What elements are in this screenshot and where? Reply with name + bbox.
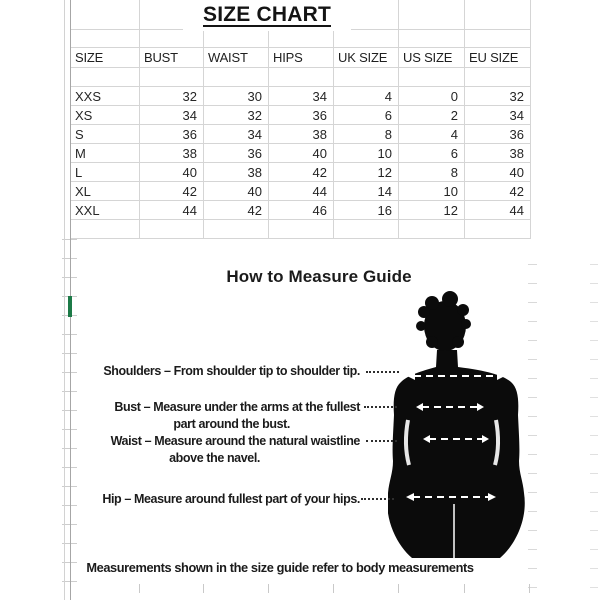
instruction-line: Shoulders – From shoulder tip to shoulder tip. [103,364,360,378]
table-header-row [71,48,531,68]
size-label-cell: XL [71,182,140,201]
dotted-leader [366,371,399,373]
value-cell: 16 [334,201,399,220]
measure-instruction [102,491,360,508]
column-header: WAIST [204,48,269,68]
guide-footer-note: Measurements shown in the size guide refer to body measurements [86,560,474,575]
measure-instruction [103,363,360,380]
size-label-cell: XS [71,106,140,125]
value-cell: 40 [465,163,531,182]
spacer-row [71,220,531,239]
value-cell: 42 [269,163,334,182]
value-cell: 0 [399,87,465,106]
value-cell: 6 [399,144,465,163]
size-label-cell: L [71,163,140,182]
empty-cell [269,30,334,48]
column-header: HIPS [269,48,334,68]
value-cell: 42 [465,182,531,201]
empty-cell [140,68,204,87]
value-cell: 12 [334,163,399,182]
instruction-line: Bust – Measure under the arms at the fullest [114,400,360,414]
value-cell: 4 [334,87,399,106]
size-label-cell: M [71,144,140,163]
empty-cell [465,68,531,87]
value-cell: 12 [399,201,465,220]
instruction-line: part around the bust. [173,416,290,431]
column-header: UK SIZE [334,48,399,68]
instruction-line: above the navel. [169,450,260,465]
size-label-cell: XXS [71,87,140,106]
empty-cell [334,68,399,87]
column-gridline-tick [529,584,530,593]
value-cell: 44 [269,182,334,201]
empty-cell [269,220,334,239]
value-cell: 4 [399,125,465,144]
table-row [71,125,531,144]
table-row [71,87,531,106]
table-row [71,144,531,163]
value-cell: 34 [465,106,531,125]
column-header: EU SIZE [465,48,531,68]
value-cell: 36 [204,144,269,163]
instruction-line: Hip – Measure around fullest part of your hips. [102,492,360,506]
value-cell: 40 [140,163,204,182]
column-header: BUST [140,48,204,68]
value-cell: 10 [334,144,399,163]
guide-heading: How to Measure Guide [226,267,412,286]
value-cell: 38 [269,125,334,144]
empty-cell [204,220,269,239]
value-cell: 14 [334,182,399,201]
size-label-cell: XXL [71,201,140,220]
value-cell: 32 [204,106,269,125]
column-header: SIZE [71,48,140,68]
value-cell: 46 [269,201,334,220]
spacer-row [71,68,531,87]
dotted-leader [364,406,397,408]
empty-cell [465,30,531,48]
empty-cell [71,220,140,239]
value-cell: 36 [465,125,531,144]
empty-cell [71,30,140,48]
value-cell: 2 [399,106,465,125]
value-cell: 40 [204,182,269,201]
empty-cell [399,30,465,48]
value-cell: 32 [465,87,531,106]
table-row [71,201,531,220]
table-row [71,163,531,182]
value-cell: 38 [140,144,204,163]
column-header: US SIZE [399,48,465,68]
empty-cell [399,220,465,239]
spacer-row [71,30,531,48]
empty-cell [140,220,204,239]
value-cell: 8 [334,125,399,144]
column-gridline-tick [464,584,465,593]
column-gridline-tick [333,584,334,593]
value-cell: 8 [399,163,465,182]
value-cell: 30 [204,87,269,106]
column-gridline-tick [268,584,269,593]
empty-cell [204,30,269,48]
value-cell: 42 [204,201,269,220]
value-cell: 40 [269,144,334,163]
measure-instruction [114,399,360,432]
value-cell: 34 [204,125,269,144]
empty-cell [71,0,140,30]
selected-cell-indicator [68,296,72,317]
sheet-edge-line [64,0,65,600]
value-cell: 44 [465,201,531,220]
value-cell: 36 [269,106,334,125]
empty-cell [465,220,531,239]
value-cell: 38 [465,144,531,163]
value-cell: 44 [140,201,204,220]
value-cell: 42 [140,182,204,201]
size-label-cell: S [71,125,140,144]
empty-cell [399,68,465,87]
value-cell: 32 [140,87,204,106]
column-gridline-tick [139,584,140,593]
empty-cell [465,0,531,30]
dotted-leader [361,498,394,500]
empty-cell [399,0,465,30]
empty-cell [71,68,140,87]
female-body-silhouette [388,290,548,558]
column-gridline-tick [203,584,204,593]
empty-cell [269,68,334,87]
column-gridline-tick [398,584,399,593]
empty-cell [204,68,269,87]
page-title: SIZE CHART [183,0,351,31]
value-cell: 34 [269,87,334,106]
empty-cell [140,30,204,48]
value-cell: 10 [399,182,465,201]
value-cell: 38 [204,163,269,182]
empty-cell [334,30,399,48]
value-cell: 34 [140,106,204,125]
table-row [71,106,531,125]
dotted-leader [366,440,397,442]
measure-instruction [111,433,360,466]
row-gridline-ticks [590,246,598,594]
table-row [71,182,531,201]
value-cell: 36 [140,125,204,144]
value-cell: 6 [334,106,399,125]
empty-cell [334,220,399,239]
instruction-line: Waist – Measure around the natural waistline [110,434,360,448]
size-chart-table [70,0,531,239]
